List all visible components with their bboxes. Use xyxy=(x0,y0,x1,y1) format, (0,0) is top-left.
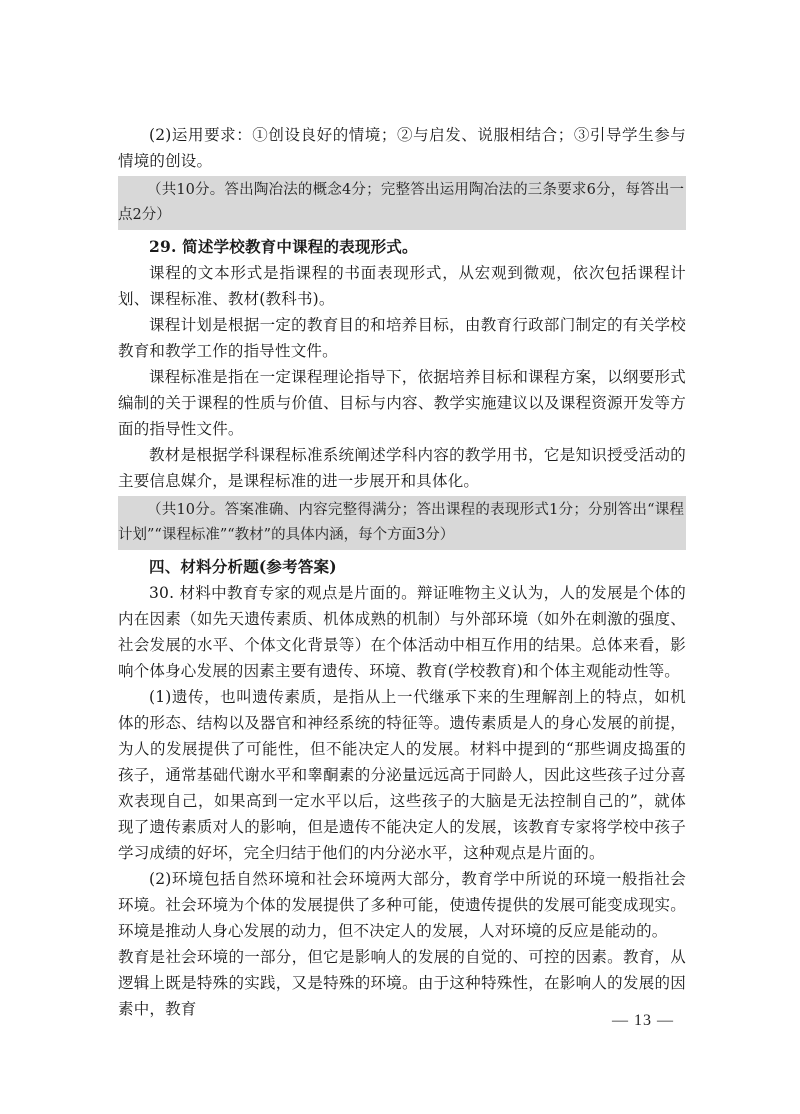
question-29: 29. 简述学校教育中课程的表现形式。 xyxy=(149,237,418,256)
paragraph-heredity: (1)遗传，也叫遗传素质，是指从上一代继承下来的生理解剖上的特点，如机体的形态、结构以及器官和神经系统的特征等。遗传素质是人的身心发展的前提，为人的发展提供了可能性，但不能决定人的发展。材料中提到的“那些调皮捣蛋的孩子，通常基础代谢水平和睾酮素的分泌量远远高于同龄人，因此这些孩子过分喜欢表现自己，如果高到一定水平以后，这些孩子的大脑是无法控制自己的”，就体现了遗传素质对人的影响，但是遗传不能决定人的发展，该教育专家将学校中孩子学习成绩的好坏，完全归结于他们的内分泌水平，这种观点是片面的。 xyxy=(118,688,686,862)
section-heading-4: 四、材料分析题(参考答案) xyxy=(149,557,337,576)
page-number: — 13 — xyxy=(612,1012,674,1029)
paragraph-curriculum-plan: 课程计划是根据一定的教育目的和培养目标，由教育行政部门制定的有关学校教育和教学工作的指导性文件。 xyxy=(118,316,686,360)
paragraph-environment: (2)环境包括自然环境和社会环境两大部分，教育学中所说的环境一般指社会环境。社会环境为个体的发展提供了多种可能，使遗传提供的发展可能变成现实。环境是推动人身心发展的动力，但不决定人的发展，人对环境的反应是能动的。 xyxy=(118,870,686,940)
paragraph-text-form: 课程的文本形式是指课程的书面表现形式，从宏观到微观，依次包括课程计划、课程标准、教材(教科书)。 xyxy=(118,264,686,308)
scoring-note-2: （共10分。答案准确、内容完整得满分；答出课程的表现形式1分；分别答出“课程计划”“课程标准”“教材”的具体内涵，每个方面3分） xyxy=(118,496,686,550)
paragraph-question-30: 30. 材料中教育专家的观点是片面的。辩证唯物主义认为，人的发展是个体的内在因素（如先天遗传素质、机体成熟的机制）与外部环境（如外在刺激的强度、社会发展的水平、个体文化背景等）在个体活动中相互作用的结果。总体来看，影响个体身心发展的因素主要有遗传、环境、教育(学校教育)和个体主观能动性等。 xyxy=(118,584,686,680)
text-column xyxy=(118,122,686,1022)
paragraph-curriculum-standard: 课程标准是指在一定课程理论指导下，依据培养目标和课程方案，以纲要形式编制的关于课程的性质与价值、目标与内容、教学实施建议以及课程资源开发等方面的指导性文件。 xyxy=(118,368,686,438)
scoring-note-1: （共10分。答出陶冶法的概念4分；完整答出运用陶冶法的三条要求6分，每答出一点2分） xyxy=(118,176,686,230)
paragraph-education: 教育是社会环境的一部分，但它是影响人的发展的自觉的、可控的因素。教育，从逻辑上既是特殊的实践，又是特殊的环境。由于这种特殊性，在影响人的发展的因素中，教育 xyxy=(118,948,686,1018)
paragraph-textbook: 教材是根据学科课程标准系统阐述学科内容的教学用书，它是知识授受活动的主要信息媒介，是课程标准的进一步展开和具体化。 xyxy=(118,446,686,490)
paragraph-requirements: (2)运用要求：①创设良好的情境；②与启发、说服相结合；③引导学生参与情境的创设。 xyxy=(118,126,686,170)
